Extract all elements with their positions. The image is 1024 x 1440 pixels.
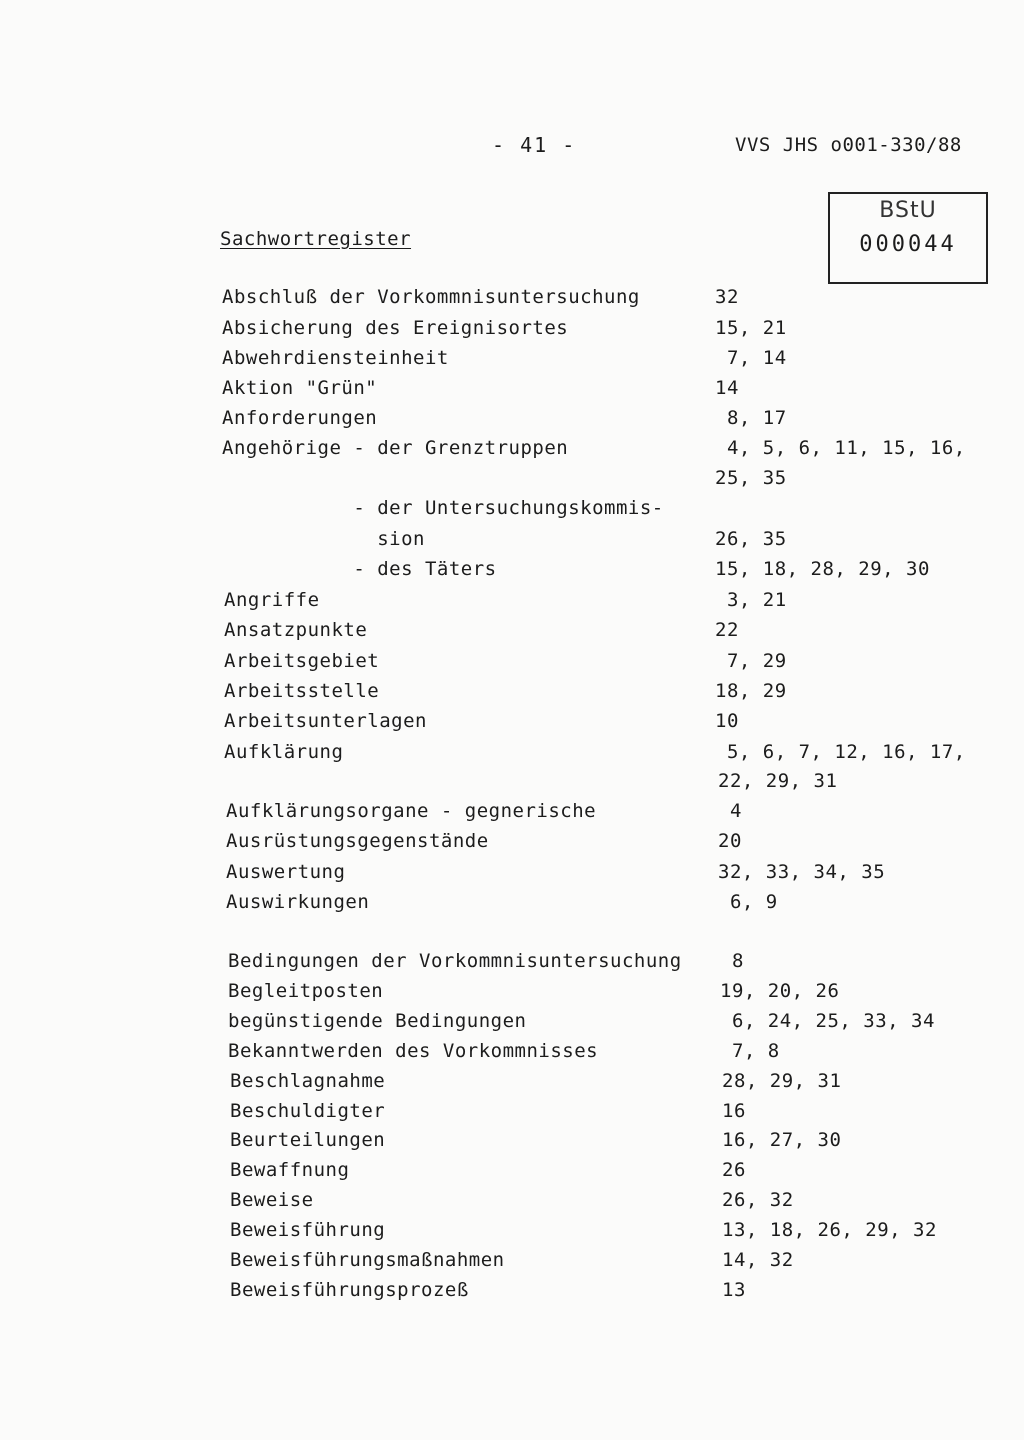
index-pages: 6, 9 [718, 891, 778, 913]
document-reference: VVS JHS o001-330/88 [735, 134, 962, 156]
index-pages: 7, 8 [720, 1040, 780, 1062]
index-pages: 4 [718, 800, 742, 822]
index-pages: 28, 29, 31 [722, 1070, 842, 1092]
index-term: Absicherung des Ereignisortes [222, 317, 569, 339]
index-pages: 32, 33, 34, 35 [718, 861, 886, 883]
index-term: - des Täters [222, 558, 497, 580]
index-term: - der Untersuchungskommis- [222, 497, 664, 519]
stamp-organization: BStU [879, 198, 937, 223]
index-term: Aufklärungsorgane - gegnerische [226, 800, 597, 822]
index-pages: 26 [722, 1159, 746, 1181]
index-term: Auswirkungen [226, 891, 370, 913]
index-term: Beschlagnahme [230, 1070, 386, 1092]
index-term: Beschuldigter [230, 1100, 386, 1122]
index-pages: 7, 29 [715, 650, 787, 672]
index-term: Aufklärung [224, 741, 344, 763]
index-term: Begleitposten [228, 980, 384, 1002]
index-pages: 16, 27, 30 [722, 1129, 842, 1151]
index-term: Arbeitsstelle [224, 680, 380, 702]
index-pages: 13, 18, 26, 29, 32 [722, 1219, 937, 1241]
register-title: Sachwortregister [220, 228, 412, 250]
index-pages: 16 [722, 1100, 746, 1122]
index-term: Abschluß der Vorkommnisuntersuchung [222, 286, 640, 308]
index-term: Angehörige - der Grenztruppen [222, 437, 569, 459]
index-pages: 4, 5, 6, 11, 15, 16, [715, 437, 966, 459]
index-pages: 10 [715, 710, 739, 732]
index-pages: 5, 6, 7, 12, 16, 17, [715, 741, 966, 763]
index-term: Ausrüstungsgegenstände [226, 830, 489, 852]
page-number: - 41 - [492, 133, 577, 157]
index-pages: 13 [722, 1279, 746, 1301]
index-pages: 8 [720, 950, 744, 972]
index-term: Beweisführung [230, 1219, 386, 1241]
index-term: Bekanntwerden des Vorkommnisses [228, 1040, 599, 1062]
index-pages: 7, 14 [715, 347, 787, 369]
index-pages: 15, 21 [715, 317, 787, 339]
index-pages: 22 [715, 619, 739, 641]
index-term: Angriffe [224, 589, 320, 611]
index-pages: 6, 24, 25, 33, 34 [720, 1010, 935, 1032]
index-pages: 3, 21 [715, 589, 787, 611]
index-pages: 15, 18, 28, 29, 30 [715, 558, 930, 580]
index-term: Auswertung [226, 861, 346, 883]
index-pages: 26, 32 [722, 1189, 794, 1211]
index-term: Arbeitsunterlagen [224, 710, 427, 732]
index-term: Beweisführungsmaßnahmen [230, 1249, 505, 1271]
index-term: Anforderungen [222, 407, 378, 429]
index-pages: 8, 17 [715, 407, 787, 429]
index-term: Beweise [230, 1189, 314, 1211]
index-pages: 19, 20, 26 [720, 980, 840, 1002]
index-term: Bewaffnung [230, 1159, 350, 1181]
index-pages: 25, 35 [715, 467, 787, 489]
index-term: Beweisführungsprozeß [230, 1279, 469, 1301]
index-term: Abwehrdiensteinheit [222, 347, 449, 369]
index-term: begünstigende Bedingungen [228, 1010, 527, 1032]
archive-stamp [828, 192, 988, 284]
index-pages: 18, 29 [715, 680, 787, 702]
index-term: Arbeitsgebiet [224, 650, 380, 672]
stamp-number: 000044 [859, 232, 957, 257]
index-term: Aktion "Grün" [222, 377, 378, 399]
index-term: Beurteilungen [230, 1129, 386, 1151]
index-pages: 32 [715, 286, 739, 308]
index-term: Ansatzpunkte [224, 619, 368, 641]
index-term: sion [222, 528, 425, 550]
index-pages: 26, 35 [715, 528, 787, 550]
index-pages: 14, 32 [722, 1249, 794, 1271]
index-pages: 22, 29, 31 [718, 770, 838, 792]
index-term: Bedingungen der Vorkommnisuntersuchung [228, 950, 682, 972]
index-pages: 14 [715, 377, 739, 399]
index-pages: 20 [718, 830, 742, 852]
